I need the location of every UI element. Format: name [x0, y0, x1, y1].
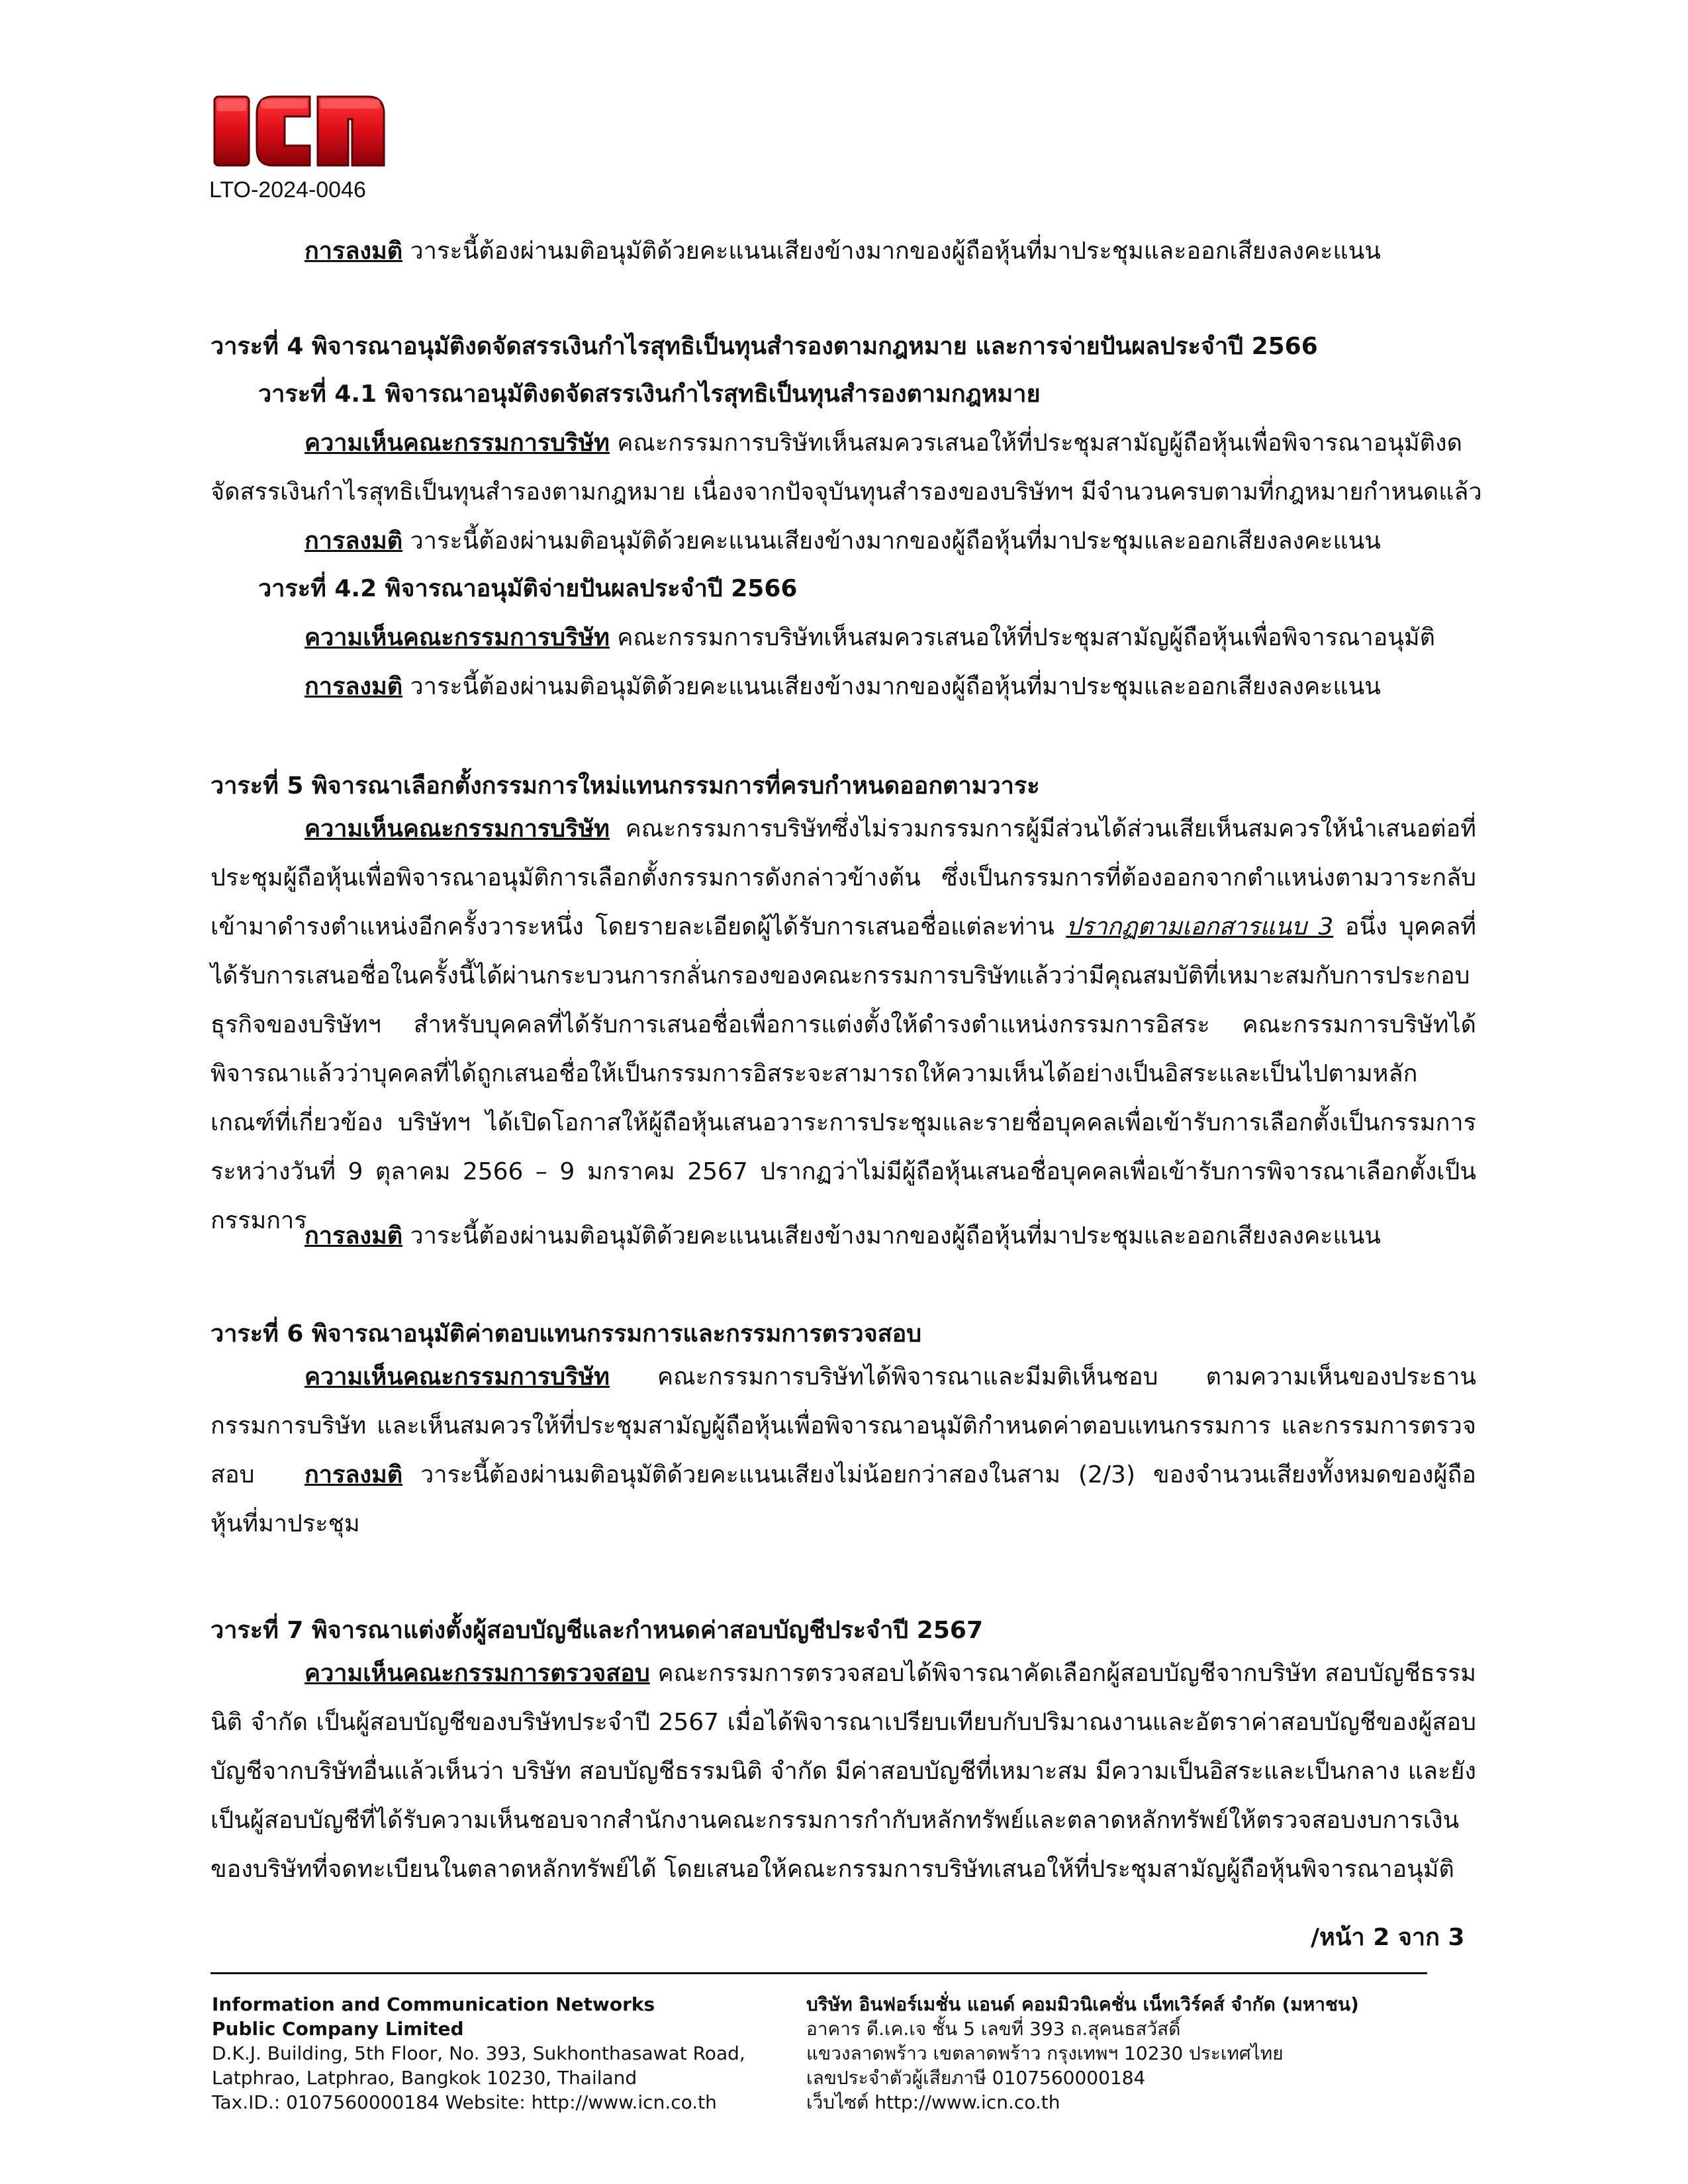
- opinion-label: ความเห็นคณะกรรมการตรวจสอบ: [305, 1660, 650, 1687]
- icn-logo: [211, 87, 389, 172]
- agenda-4-1-heading: [258, 375, 1041, 412]
- opinion-label: ความเห็นคณะกรรมการบริษัท: [305, 430, 610, 457]
- agenda-4-2-heading: [258, 569, 797, 607]
- opinion-text: คณะกรรมการบริษัทซึ่งไม่รวมกรรมการผู้มีส่วนได้ส่วนเสียเห็นสมควรให้นำเสนอต่อที่ประชุมผู้ถือหุ้นเพื่อพิจารณาอนุมัติการเลือกตั้งกรรมการดังกล่าวข้างต้น ซึ่งเป็นกรรมการที่ต้องออกจากตำแหน่งตามวาระกลับเข้ามาดำรงตำแหน่งอีกครั้งวาระหนึ่ง โดยรายละเอียดผู้ได้รับการเสนอชื่อแต่ละท่าน: [211, 815, 1476, 940]
- attachment-reference: ปรากฏตามเอกสารแนบ 3: [1066, 913, 1334, 940]
- agenda-4-2-title: พิจารณาอนุมัติจ่ายปันผลประจำปี 2566: [377, 575, 798, 602]
- agenda-4-1-prefix: วาระที่ 4.1: [258, 381, 377, 408]
- opinion-text: คณะกรรมการบริษัทได้พิจารณาและมีมติเห็นชอบ ตามความเห็นของประธานกรรมการบริษัท และเห็นสมควรให้ที่ประชุมสามัญผู้ถือหุ้นเพื่อพิจารณาอนุมัติกำหนดค่าตอบแทนกรรมการ และกรรมการตรวจสอบ: [211, 1363, 1476, 1488]
- vote-text: วาระนี้ต้องผ่านมติอนุมัติด้วยคะแนนเสียงข้างมากของผู้ถือหุ้นที่มาประชุมและออกเสียงลงคะแนน: [402, 527, 1381, 555]
- vote-text: วาระนี้ต้องผ่านมติอนุมัติด้วยคะแนนเสียงข้างมากของผู้ถือหุ้นที่มาประชุมและออกเสียงลงคะแนน: [402, 238, 1381, 265]
- vote-label: การลงมติ: [305, 673, 403, 700]
- vote-label: การลงมติ: [305, 527, 403, 555]
- website-th: เว็บไซต์ http://www.icn.co.th: [806, 2091, 1060, 2113]
- opinion-text: คณะกรรมการบริษัทเห็นสมควรเสนอให้ที่ประชุมสามัญผู้ถือหุ้นเพื่อพิจารณาอนุมัติ: [609, 624, 1436, 651]
- company-name-th: บริษัท อินฟอร์เมชั่น แอนด์ คอมมิวนิเคชั่น เน็ทเวิร์คส์ จำกัด (มหาชน): [806, 1993, 1359, 2015]
- agenda-7-title: พิจารณาแต่งตั้งผู้สอบบัญชีและกำหนดค่าสอบบัญชีประจำปี 2567: [303, 1617, 984, 1644]
- vote-label: การลงมติ: [305, 1461, 403, 1488]
- agenda-7-opinion: [211, 1649, 1476, 1894]
- vote-label: การลงมติ: [305, 1222, 403, 1250]
- agenda-7-heading: [211, 1611, 983, 1649]
- opinion-text: คณะกรรมการบริษัทเห็นสมควรเสนอให้ที่ประชุมสามัญผู้ถือหุ้นเพื่อพิจารณาอนุมัติงด: [609, 430, 1462, 457]
- agenda-5-vote: [305, 1216, 1381, 1254]
- agenda-4-2-opinion: [305, 618, 1435, 656]
- address-en-line1: D.K.J. Building, 5th Floor, No. 393, Sukhonthasawat Road,: [212, 2042, 745, 2064]
- opinion-label: ความเห็นคณะกรรมการบริษัท: [305, 624, 610, 651]
- address-th-line1: อาคาร ดี.เค.เจ ชั้น 5 เลขที่ 393 ถ.สุคนธสวัสดิ์: [806, 2018, 1181, 2040]
- agenda-5-title: พิจารณาเลือกตั้งกรรมการใหม่แทนกรรมการที่ครบกำหนดออกตามวาระ: [303, 772, 1040, 799]
- company-name-en-line1: Information and Communication Networks: [212, 1993, 655, 2015]
- opinion-label: ความเห็นคณะกรรมการบริษัท: [305, 815, 610, 842]
- vote-text: วาระนี้ต้องผ่านมติอนุมัติด้วยคะแนนเสียงข้างมากของผู้ถือหุ้นที่มาประชุมและออกเสียงลงคะแนน: [402, 1222, 1381, 1250]
- agenda-6-title: พิจารณาอนุมัติค่าตอบแทนกรรมการและกรรมการตรวจสอบ: [303, 1320, 922, 1347]
- agenda-4-heading: [211, 327, 1318, 365]
- agenda-5-heading: [211, 766, 1040, 804]
- agenda-4-2-prefix: วาระที่ 4.2: [258, 575, 377, 602]
- page-number: /หน้า 2 จาก 3: [1311, 1924, 1465, 1951]
- agenda-6-prefix: วาระที่ 6: [211, 1320, 304, 1347]
- company-name-en-line2: Public Company Limited: [212, 2018, 464, 2040]
- document-number: LTO-2024-0046: [209, 177, 366, 203]
- tax-website-en: Tax.ID.: 0107560000184 Website: http://www.icn.co.th: [212, 2091, 717, 2113]
- footer-thai: [806, 1992, 1359, 2115]
- address-th-line2: แขวงลาดพร้าว เขตลาดพร้าว กรุงเทพฯ 10230 ประเทศไทย: [806, 2042, 1284, 2064]
- footer-divider: [211, 1972, 1427, 1974]
- opinion-label: ความเห็นคณะกรรมการบริษัท: [305, 1363, 610, 1390]
- agenda-4-1-vote: [305, 522, 1381, 559]
- agenda-5-opinion: [211, 805, 1476, 1246]
- agenda-6-heading: [211, 1314, 921, 1352]
- agenda-4-prefix: วาระที่ 4: [211, 333, 304, 360]
- address-en-line2: Latphrao, Latphrao, Bangkok 10230, Thailand: [212, 2067, 637, 2089]
- agenda-5-prefix: วาระที่ 5: [211, 772, 304, 799]
- agenda-4-2-vote: [305, 667, 1381, 705]
- agenda-4-1-title: พิจารณาอนุมัติงดจัดสรรเงินกำไรสุทธิเป็นทุนสำรองตามกฎหมาย: [377, 381, 1041, 408]
- footer-english: [212, 1992, 745, 2115]
- tax-id-th: เลขประจำตัวผู้เสียภาษี 0107560000184: [806, 2067, 1146, 2089]
- agenda-4-title: พิจารณาอนุมัติงดจัดสรรเงินกำไรสุทธิเป็นทุนสำรองตามกฎหมาย และการจ่ายปันผลประจำปี 2566: [303, 333, 1318, 360]
- agenda-7-prefix: วาระที่ 7: [211, 1617, 304, 1644]
- vote-label: การลงมติ: [305, 238, 403, 265]
- vote-text: วาระนี้ต้องผ่านมติอนุมัติด้วยคะแนนเสียงข้างมากของผู้ถือหุ้นที่มาประชุมและออกเสียงลงคะแนน: [402, 673, 1381, 700]
- agenda-6-vote: [211, 1451, 1476, 1549]
- prev-agenda-vote: [305, 232, 1381, 269]
- agenda-4-1-opinion-line2: จัดสรรเงินกำไรสุทธิเป็นทุนสำรองตามกฎหมาย เนื่องจากปัจจุบันทุนสำรองของบริษัทฯ มีจำนวนครบตามที่กฎหมายกำหนดแล้ว: [211, 478, 1482, 506]
- opinion-text: คณะกรรมการตรวจสอบได้พิจารณาคัดเลือกผู้สอบบัญชีจากบริษัท สอบบัญชีธรรมนิติ จำกัด เป็นผู้สอบบัญชีของบริษัทประจำปี 2567 เมื่อได้พิจารณาเปรียบเทียบกับปริมาณงานและอัตราค่าสอบบัญชีของผู้สอบบัญชีจากบริษัทอื่นแล้วเห็นว่า บริษัท สอบบัญชีธรรมนิติ จำกัด มีค่าสอบบัญชีที่เหมาะสม มีความเป็นอิสระและเป็นกลาง และยังเป็นผู้สอบบัญชีที่ได้รับความเห็นชอบจากสำนักงานคณะกรรมการกำกับหลักทรัพย์และตลาดหลักทรัพย์ให้ตรวจสอบงบการเงินของบริษัทที่จดทะเบียนในตลาดหลักทรัพย์ได้ โดยเสนอให้คณะกรรมการบริษัทเสนอให้ที่ประชุมสามัญผู้ถือหุ้นพิจารณาอนุมัติ: [211, 1660, 1476, 1883]
- vote-text: วาระนี้ต้องผ่านมติอนุมัติด้วยคะแนนเสียงไม่น้อยกว่าสองในสาม (2/3) ของจำนวนเสียงทั้งหมดของผู้ถือหุ้นที่มาประชุม: [211, 1461, 1476, 1537]
- opinion-text-continued: อนึ่ง บุคคลที่ได้รับการเสนอชื่อในครั้งนี้ได้ผ่านกระบวนการกลั่นกรองของคณะกรรมการบริษัทแล้วว่ามีคุณสมบัติที่เหมาะสมกับการประกอบธุรกิจของบริษัทฯ สำหรับบุคคลที่ได้รับการเสนอชื่อเพื่อการแต่งตั้งให้ดำรงตำแหน่งกรรมการอิสระ คณะกรรมการบริษัทได้พิจารณาแล้วว่าบุคคลที่ได้ถูกเสนอชื่อให้เป็นกรรมการอิสระจะสามารถให้ความเห็นได้อย่างเป็นอิสระและเป็นไปตามหลักเกณฑ์ที่เกี่ยวข้อง บริษัทฯ ได้เปิดโอกาสให้ผู้ถือหุ้นเสนอวาระการประชุมและรายชื่อบุคคลเพื่อเข้ารับการเลือกตั้งเป็นกรรมการระหว่างวันที่ 9 ตุลาคม 2566 – 9 มกราคม 2567 ปรากฏว่าไม่มีผู้ถือหุ้นเสนอชื่อบุคคลเพื่อเข้ารับการพิจารณาเลือกตั้งเป็นกรรมการ: [211, 913, 1476, 1234]
- agenda-4-1-opinion-line1: [305, 424, 1462, 461]
